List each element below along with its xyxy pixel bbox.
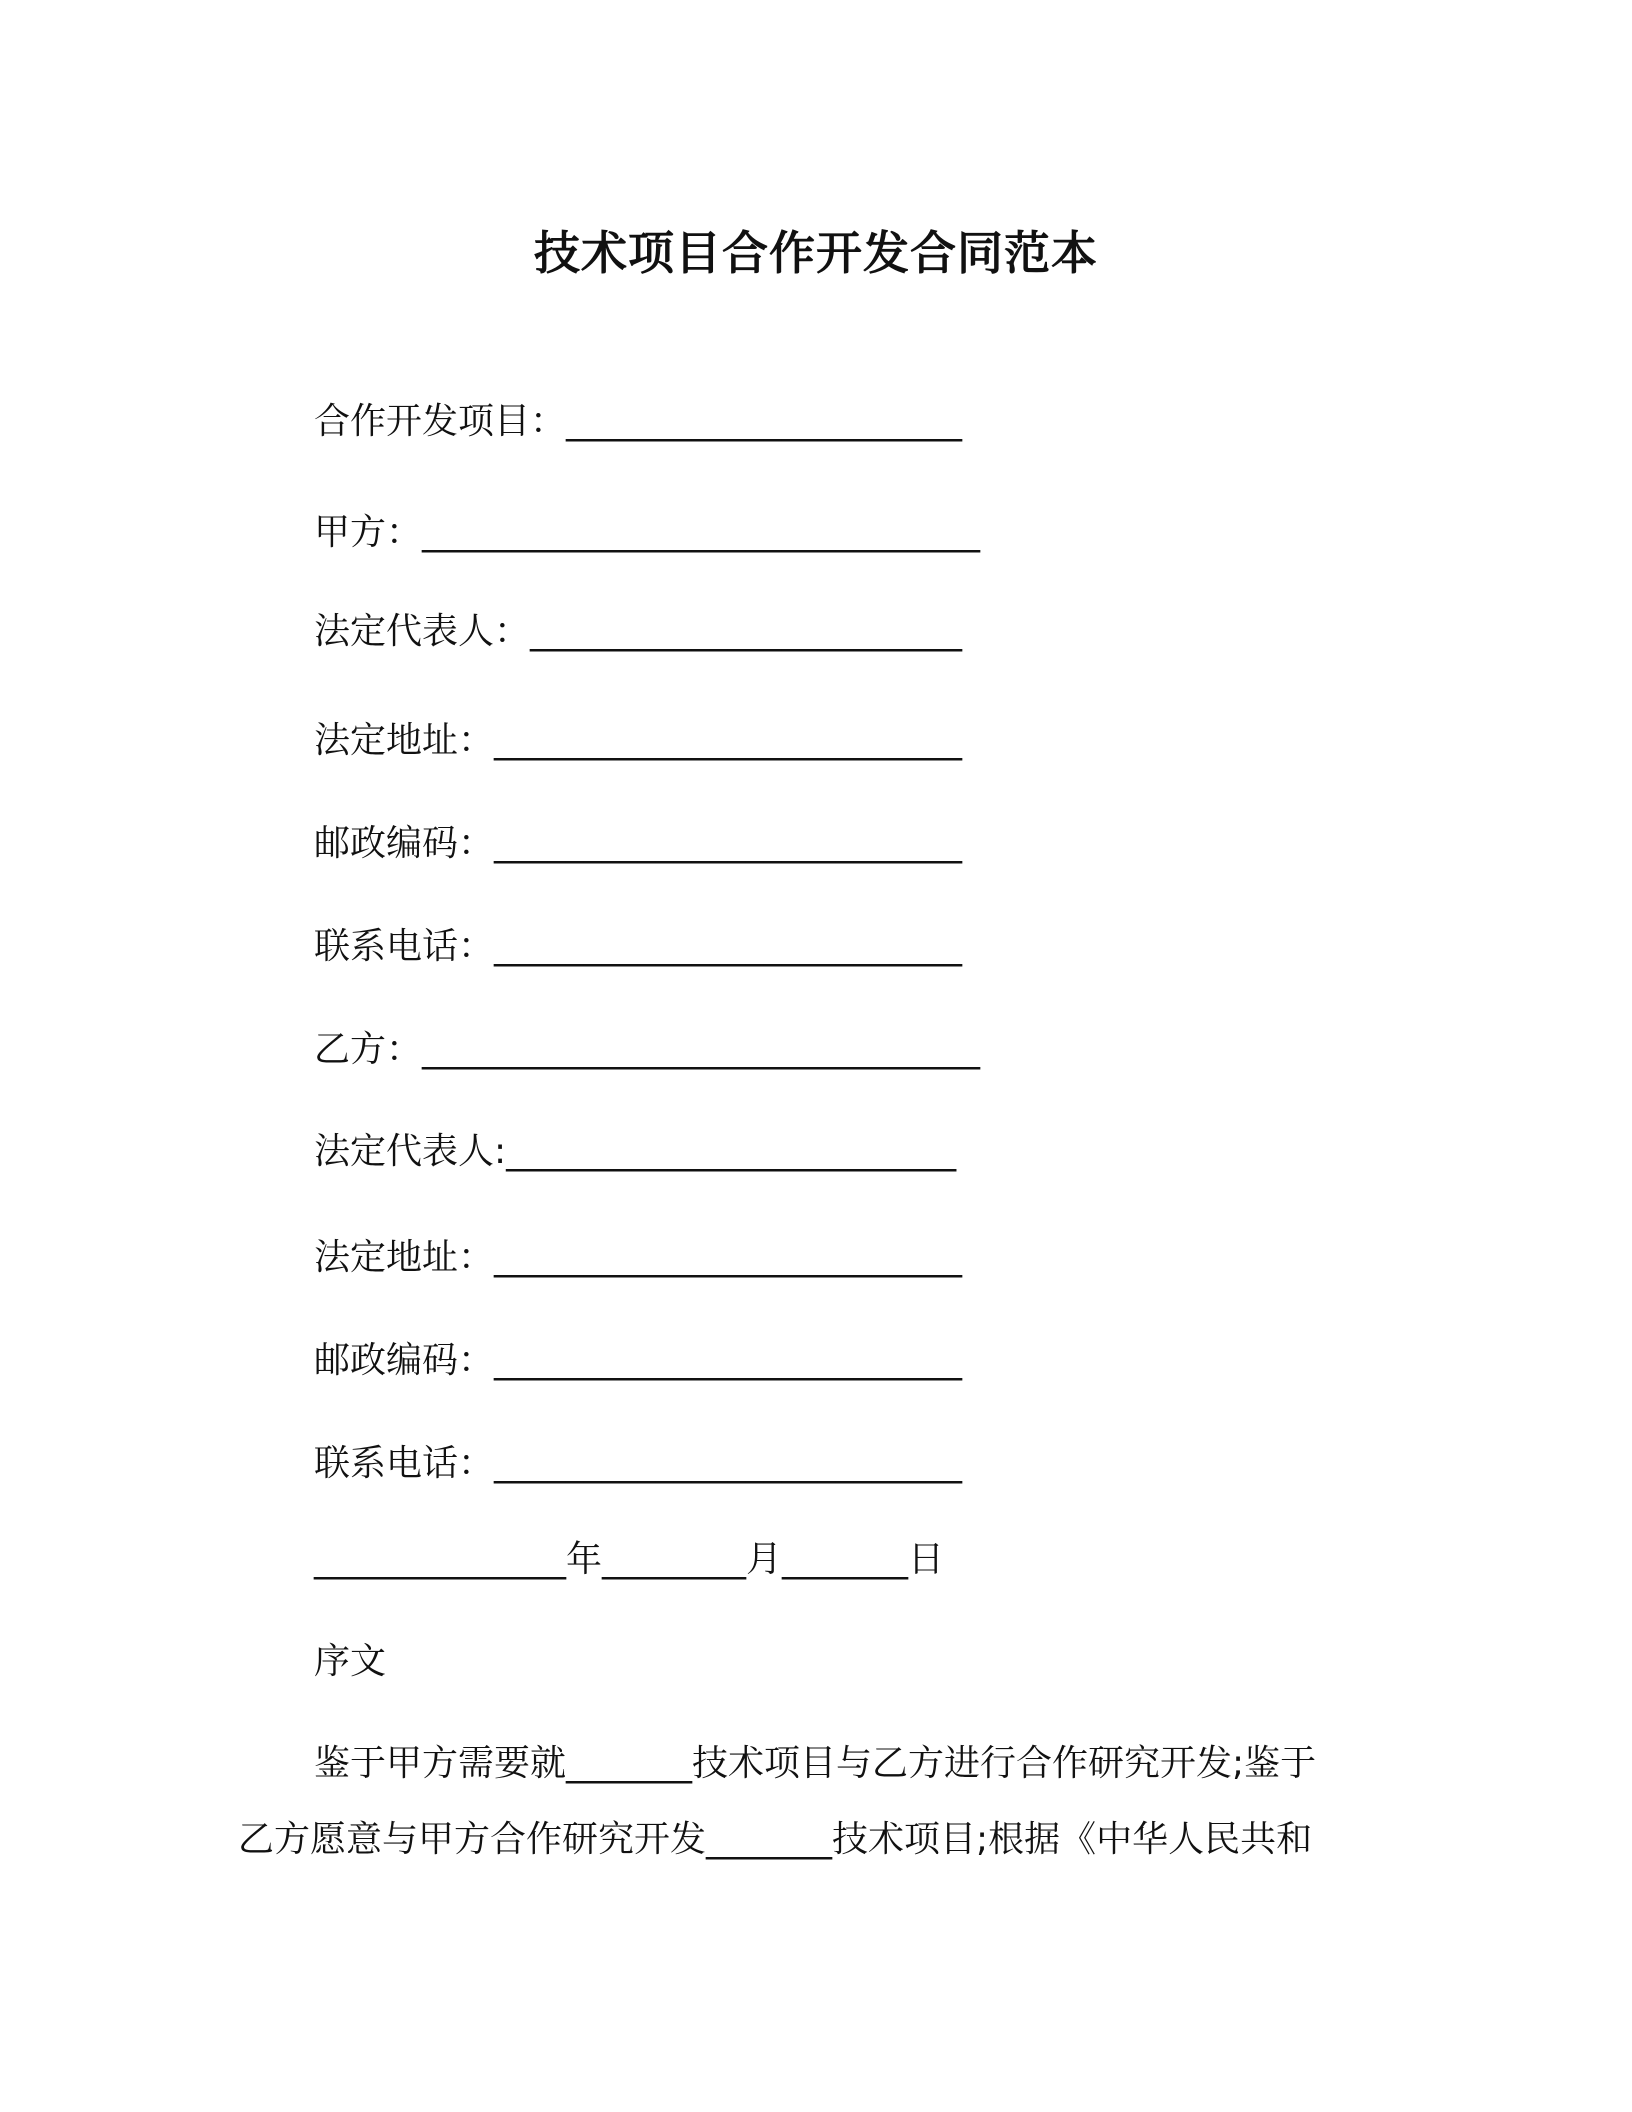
- preface-heading: 序文: [314, 1641, 387, 1682]
- field-party-b-postal-code: 邮政编码：__________________________: [314, 1340, 963, 1381]
- preface-paragraph-line-2: 乙方愿意与甲方合作研究开发_______技术项目;根据《中华人民共和: [238, 1819, 1313, 1860]
- field-party-b-phone: 联系电话：__________________________: [314, 1443, 963, 1484]
- date-line: ______________年________月_______日: [314, 1539, 944, 1580]
- field-cooperation-project: 合作开发项目：______________________: [314, 401, 963, 442]
- field-party-a-phone: 联系电话：__________________________: [314, 926, 963, 967]
- field-party-a-legal-address: 法定地址：__________________________: [314, 720, 963, 761]
- field-party-a: 甲方：_______________________________: [314, 512, 981, 553]
- field-party-b-legal-representative: 法定代表人:_________________________: [314, 1131, 957, 1172]
- field-party-a-postal-code: 邮政编码：__________________________: [314, 823, 963, 864]
- preface-paragraph-line-1: 鉴于甲方需要就_______技术项目与乙方进行合作研究开发;鉴于: [314, 1743, 1317, 1784]
- field-party-b-legal-address: 法定地址：__________________________: [314, 1237, 963, 1278]
- field-party-a-legal-representative: 法定代表人：________________________: [314, 611, 963, 652]
- field-party-b: 乙方：_______________________________: [314, 1029, 981, 1070]
- page-title: 技术项目合作开发合同范本: [534, 226, 1098, 280]
